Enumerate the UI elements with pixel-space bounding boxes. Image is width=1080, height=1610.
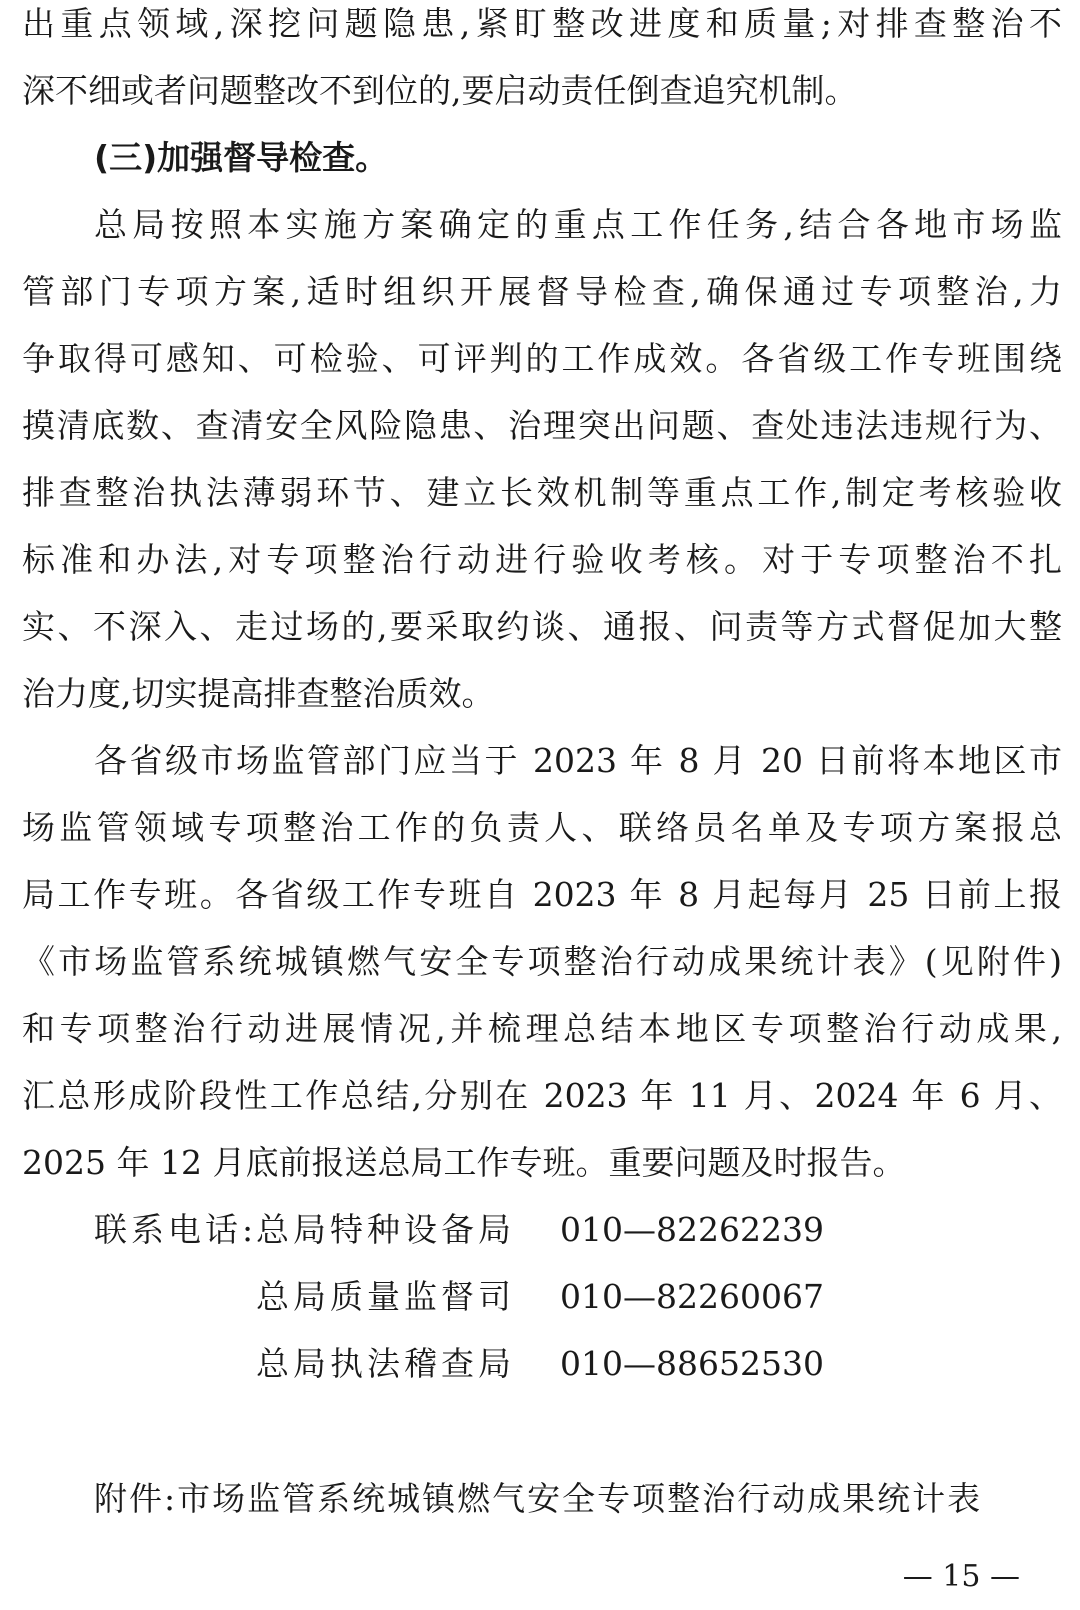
text-line: 摸清底数、查清安全风险隐患、治理突出问题、查处违法违规行为、 bbox=[22, 406, 1062, 445]
text-line: 排查整治执法薄弱环节、建立长效机制等重点工作,制定考核验收 bbox=[22, 473, 1062, 512]
contact-phone: 010—88652530 bbox=[560, 1344, 824, 1383]
text-line: 争取得可感知、可检验、可评判的工作成效。各省级工作专班围绕 bbox=[22, 339, 1062, 378]
contact-label: 联系电话: bbox=[94, 1210, 258, 1249]
section-heading: (三)加强督导检查。 bbox=[94, 138, 389, 177]
text-line: 和专项整治行动进展情况,并梳理总结本地区专项整治行动成果, bbox=[22, 1009, 1062, 1048]
text-line: 《市场监管系统城镇燃气安全专项整治行动成果统计表》(见附件) bbox=[22, 942, 1062, 981]
text-line: 局工作专班。各省级工作专班自 2023 年 8 月起每月 25 日前上报 bbox=[22, 875, 1062, 914]
contact-phone: 010—82260067 bbox=[560, 1277, 824, 1316]
attachment-line: 附件:市场监管系统城镇燃气安全专项整治行动成果统计表 bbox=[94, 1479, 983, 1518]
text-line: 出重点领域,深挖问题隐患,紧盯整改进度和质量;对排查整治不 bbox=[22, 4, 1062, 43]
text-line: 治力度,切实提高排查整治质效。 bbox=[22, 674, 495, 713]
text-line: 场监管领域专项整治工作的负责人、联络员名单及专项方案报总 bbox=[22, 808, 1062, 847]
contact-dept: 总局执法稽查局 bbox=[256, 1344, 515, 1383]
text-line: 2025 年 12 月底前报送总局工作专班。重要问题及时报告。 bbox=[22, 1143, 906, 1182]
text-line: 各省级市场监管部门应当于 2023 年 8 月 20 日前将本地区市 bbox=[94, 741, 1062, 780]
text-line: 深不细或者问题整改不到位的,要启动责任倒查追究机制。 bbox=[22, 71, 858, 110]
contact-phone: 010—82262239 bbox=[560, 1210, 824, 1249]
text-line: 总局按照本实施方案确定的重点工作任务,结合各地市场监 bbox=[94, 205, 1062, 244]
text-line: 标准和办法,对专项整治行动进行验收考核。对于专项整治不扎 bbox=[22, 540, 1062, 579]
text-line: 管部门专项方案,适时组织开展督导检查,确保通过专项整治,力 bbox=[22, 272, 1062, 311]
contact-dept: 总局特种设备局 bbox=[256, 1210, 515, 1249]
text-line: 实、不深入、走过场的,要采取约谈、通报、问责等方式督促加大整 bbox=[22, 607, 1062, 646]
contact-dept: 总局质量监督司 bbox=[256, 1277, 515, 1316]
text-line: 汇总形成阶段性工作总结,分别在 2023 年 11 月、2024 年 6 月、 bbox=[22, 1076, 1062, 1115]
page-number: — 15 — bbox=[902, 1559, 1020, 1594]
